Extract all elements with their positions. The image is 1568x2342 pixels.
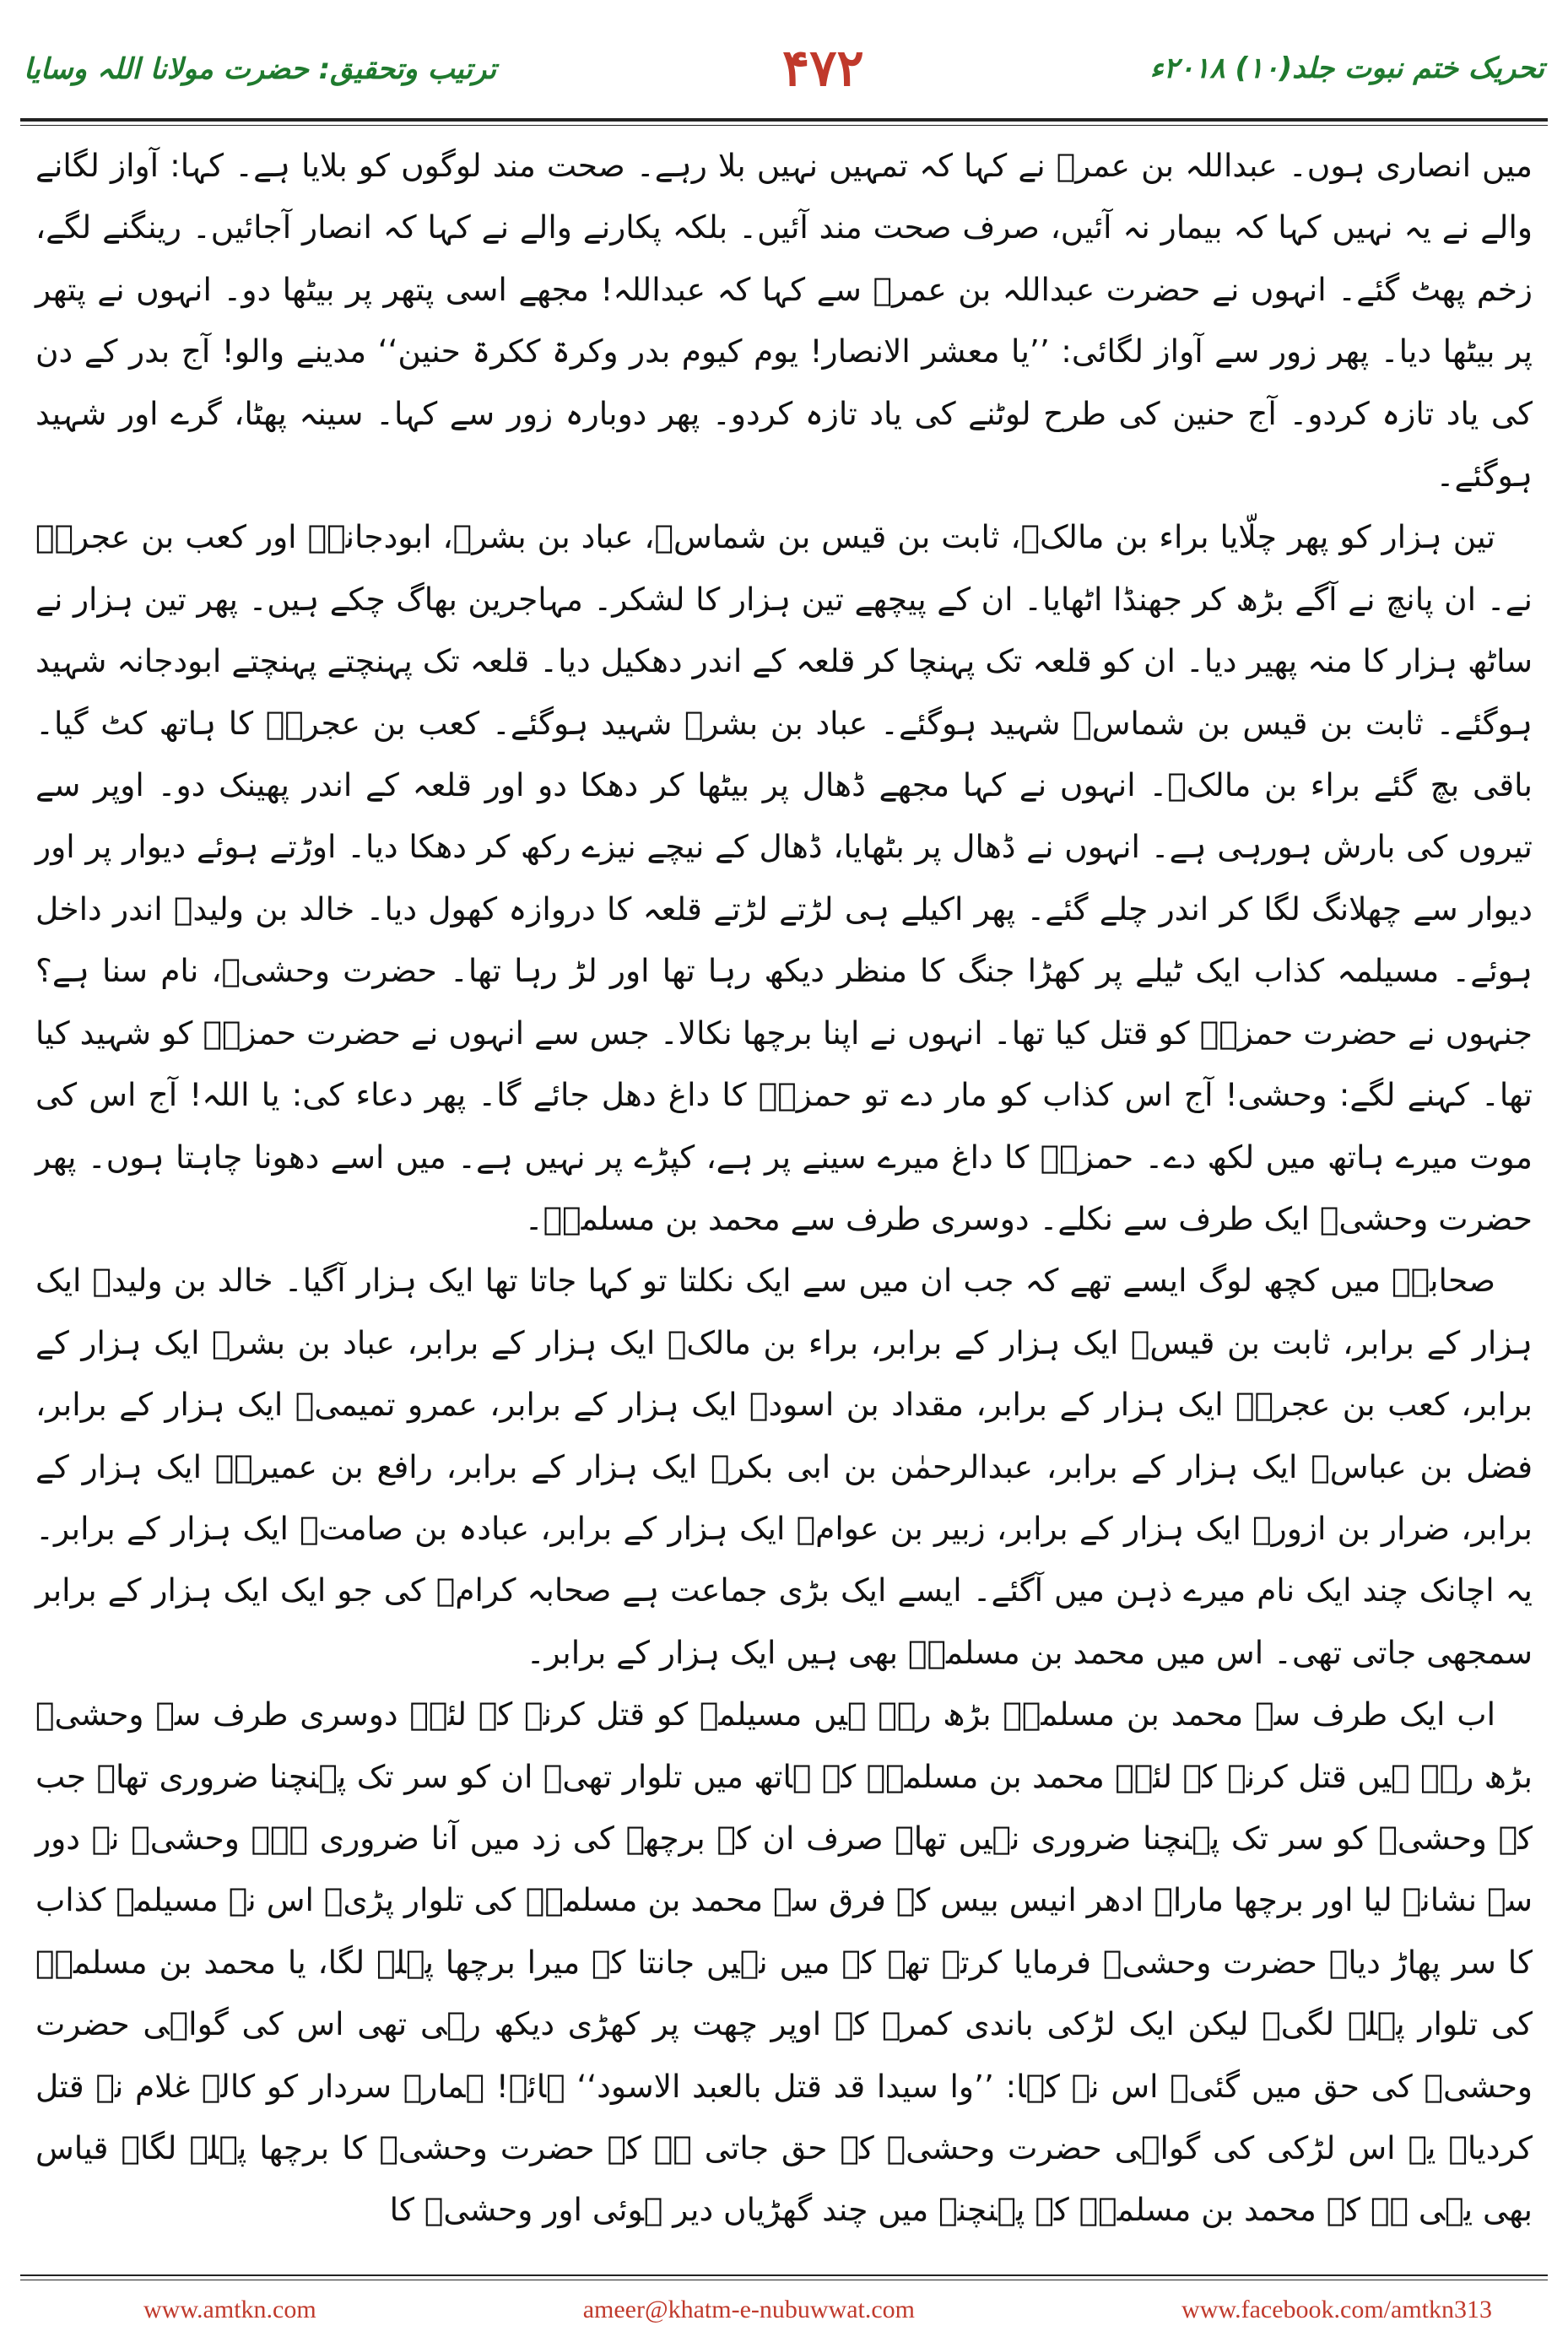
facebook-link[interactable]: www.facebook.com/amtkn313 (1181, 2296, 1492, 2323)
header-rule-thin (20, 125, 1548, 126)
header-rule (20, 118, 1548, 122)
page-footer (143, 2289, 1492, 2331)
paragraph-3: صحابہؓ میں کچھ لوگ ایسے تھے کہ جب ان میں سے ایک نکلتا تو کہا جاتا تھا ایک ہزار آگیا۔ خالد بن ولیدؓ ایک ہزار کے برابر، ثابت بن قیسؓ ایک ہزار کے برابر، براء بن مالکؓ ایک ہزار کے برابر، عباد بن بشرؓ ایک ہزار کے برابر، کعب بن عجرہؓ ایک ہزار کے برابر، مقداد بن اسودؓ ایک ہزار کے برابر، عمرو تمیمیؓ ایک ہزار کے برابر، فضل بن عباسؓ ایک ہزار کے برابر، عبدالرحمٰن بن ابی بکرؓ ایک ہزار کے برابر، رافع بن عمیرہؓ ایک ہزار کے برابر، ضرار بن ازورؓ ایک ہزار کے برابر، زبیر بن عوامؓ ایک ہزار کے برابر، عبادہ بن صامتؓ ایک ہزار کے برابر۔ یہ اچانک چند ایک نام میرے ذہن میں آگئے۔ ایسے ایک بڑی جماعت ہے صحابہ کرامؓ کی جو ایک ایک ہزار کے برابر سمجھی جاتی تھی۔ اس میں محمد بن مسلمہؓ بھی ہیں ایک ہزار کے برابر۔ (35, 1262, 1533, 1671)
paragraph-1: میں انصاری ہوں۔ عبداللہ بن عمرؓ نے کہا کہ تمہیں نہیں بلا رہے۔ صحت مند لوگوں کو بلایا ہے۔ کہا: آواز لگانے والے نے یہ نہیں کہا کہ بیمار نہ آئیں، صرف صحت مند آئیں۔ بلکہ پکارنے والے نے کہا کہ انصار آجائیں۔ رینگنے لگے، زخم پھٹ گئے۔ انہوں نے حضرت عبداللہ بن عمرؓ سے کہا کہ عبداللہ! مجھے اسی پتھر پر بیٹھا دو۔ انہوں نے پتھر پر بیٹھا دیا۔ پھر زور سے آواز لگائی: ’’یا معشر الانصار! یوم کیوم بدر وکرۃ ککرۃ حنین‘‘ مدینے والو! آج بدر کے دن کی یاد تازہ کردو۔ آج حنین کی طرح لوٹنے کی یاد تازہ کردو۔ پھر دوبارہ زور سے کہا۔ سینہ پھٹا، گرے اور شہید ہوگئے۔ (35, 147, 1533, 495)
website-link[interactable]: www.amtkn.com (143, 2296, 316, 2323)
email-link[interactable]: ameer@khatm-e-nubuwwat.com (582, 2296, 916, 2323)
page-header (24, 22, 1544, 115)
page-body (35, 135, 1533, 2229)
compiler-credit: ترتیب وتحقیق: حضرت مولانا اللہ وسایا (24, 51, 497, 86)
footer-rule (20, 2274, 1548, 2276)
page-number: ۴۷۲ (782, 39, 864, 98)
book-title: تحریک ختم نبوت جلد(۱۰) ۲۰۱۸ء (1149, 51, 1544, 85)
paragraph-2: تین ہزار کو پھر چلّایا براء بن مالکؓ، ثابت بن قیس بن شماسؓ، عباد بن بشرؓ، ابودجانہؓ اور کعب بن عجرہؓ نے۔ ان پانچ نے آگے بڑھ کر جھنڈا اٹھایا۔ ان کے پیچھے تین ہزار کا لشکر۔ مہاجرین بھاگ چکے ہیں۔ پھر تین ہزار نے ساٹھ ہزار کا منہ پھیر دیا۔ ان کو قلعہ تک پہنچا کر قلعہ کے اندر دھکیل دیا۔ قلعہ تک پہنچتے پہنچتے ابودجانہ شہید ہوگئے۔ ثابت بن قیس بن شماسؓ شہید ہوگئے۔ عباد بن بشرؓ شہید ہوگئے۔ کعب بن عجرہؓ کا ہاتھ کٹ گیا۔ باقی بچ گئے براء بن مالکؓ۔ انہوں نے کہا مجھے ڈھال پر بیٹھا کر دھکا دو اور قلعہ کے اندر پھینک دو۔ اوپر سے تیروں کی بارش ہورہی ہے۔ انہوں نے ڈھال پر بٹھایا، ڈھال کے نیچے نیزے رکھ کر دھکا دیا۔ اوڑتے ہوئے دیوار پر اور دیوار سے چھلانگ لگا کر اندر چلے گئے۔ پھر اکیلے ہی لڑتے لڑتے قلعہ کا دروازہ کھول دیا۔ خالد بن ولیدؓ اندر داخل ہوئے۔ مسیلمہ کذاب ایک ٹیلے پر کھڑا جنگ کا منظر دیکھ رہا تھا اور لڑ رہا تھا۔ حضرت وحشیؓ، نام سنا ہے؟ جنہوں نے حضرت حمزہؓ کو قتل کیا تھا۔ انہوں نے اپنا برچھا نکالا۔ جس سے انہوں نے حضرت حمزہؓ کو شہید کیا تھا۔ کہنے لگے: وحشی! آج اس کذاب کو مار دے تو حمزہؓ کا داغ دھل جائے گا۔ پھر دعاء کی: یا اللہ! آج اس کی موت میرے ہاتھ میں لکھ دے۔ حمزہؓ کا داغ میرے سینے پر ہے، کپڑے پر نہیں ہے۔ میں اسے دھونا چاہتا ہوں۔ پھر حضرت وحشیؓ ایک طرف سے نکلے۔ دوسری طرف سے محمد بن مسلمہؓ۔ (35, 518, 1533, 1237)
paragraph-4: اب ایک طرف سے محمد بن مسلمہؓ بڑھ رہے ہیں مسیلمہ کو قتل کرنے کے لئے۔ دوسری طرف سے وحشیؓ بڑھ رہے ہیں قتل کرنے کے لئے۔ محمد بن مسلمہؓ کے ہاتھ میں تلوار تھی۔ ان کو سر تک پہنچنا ضروری تھا۔ جب کہ وحشیؓ کو سر تک پہنچنا ضروری نہیں تھا۔ صرف ان کے برچھے کی زد میں آنا ضروری ہے۔ وحشیؓ نے دور سے نشانہ لیا اور برچھا مارا۔ ادھر انیس بیس کے فرق سے محمد بن مسلمہؓ کی تلوار پڑی۔ اس نے مسیلمہ کذاب کا سر پھاڑ دیا۔ حضرت وحشیؓ فرمایا کرتے تھے کہ میں نہیں جانتا کہ میرا برچھا پہلے لگا، یا محمد بن مسلمہؓ کی تلوار پہلے لگی۔ لیکن ایک لڑکی باندی کمرے کے اوپر چھت پر کھڑی دیکھ رہی تھی اس کی گواہی حضرت وحشیؓ کی حق میں گئی۔ اس نے کہا: ’’وا سیدا قد قتل بالعبد الاسود‘‘ ہائے! ہمارے سردار کو کالے غلام نے قتل کردیا۔ یہ اس لڑکی کی گواہی حضرت وحشیؓ کے حق جاتی ہے کہ حضرت وحشیؓ کا برچھا پہلے لگا۔ قیاس بھی یہی ہے کہ محمد بن مسلمہؓ کے پہنچنے میں چند گھڑیاں دیر ہوئی اور وحشیؓ کا (35, 1696, 1533, 2229)
